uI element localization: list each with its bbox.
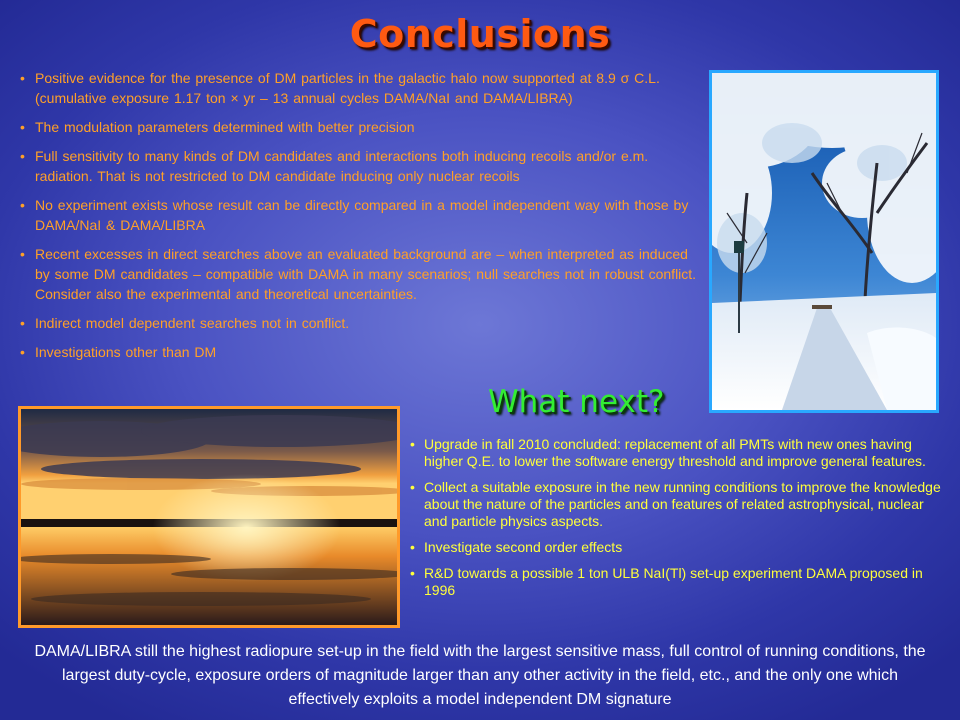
conclusion-item: • Recent excesses in direct searches above an evaluated background are – when interpreted as induced by some DM candidates – compatible with DAMA in many scenarios; null searches not in robust conflict. Consider also the experimental and theoretical uncertainties. [20, 244, 700, 304]
next-step-item: • Investigate second order effects [410, 539, 945, 556]
conclusion-item: • Full sensitivity to many kinds of DM candidates and interactions both inducing recoils and/or e.m. radiation. That is not restricted to DM candidate inducing only nuclear recoils [20, 146, 700, 186]
next-step-item: • Upgrade in fall 2010 concluded: replacement of all PMTs with new ones having higher Q.E. to lower the software energy threshold and improve general features. [410, 436, 945, 470]
next-step-item: • R&D towards a possible 1 ton ULB NaI(Tl) set-up experiment DAMA proposed in 1996 [410, 565, 945, 599]
conclusion-item: • Investigations other than DM [20, 342, 700, 362]
winter-road-photo [709, 70, 939, 413]
conclusion-item: • Positive evidence for the presence of DM particles in the galactic halo now supported at 8.9 σ C.L. (cumulative exposure 1.17 ton × yr – 13 annual cycles DAMA/NaI and DAMA/LIBRA) [20, 68, 700, 108]
next-step-item: • Collect a suitable exposure in the new running conditions to improve the knowledge about the nature of the particles and on features of related astrophysical, nuclear and particle physics aspects. [410, 479, 945, 530]
sunset-lake-image [21, 409, 397, 625]
sunset-lake-photo [18, 406, 400, 628]
what-next-heading: What next? [488, 384, 665, 420]
conclusion-item: • No experiment exists whose result can be directly compared in a model independent way with those by DAMA/NaI & DAMA/LIBRA [20, 195, 700, 235]
conclusions-list [20, 68, 700, 371]
next-steps-list [410, 436, 945, 608]
conclusion-item: • Indirect model dependent searches not in conflict. [20, 313, 700, 333]
footer-summary: DAMA/LIBRA still the highest radiopure set-up in the field with the largest sensitive mass, full control of running conditions, the largest duty-cycle, exposure orders of magnitude larger than any other activity in the field, etc., and the only one which effectively exploits a model independent DM signature [34, 643, 926, 708]
conclusion-item: • The modulation parameters determined with better precision [20, 117, 700, 137]
winter-road-image [712, 73, 936, 410]
slide-title: Conclusions [349, 12, 611, 56]
